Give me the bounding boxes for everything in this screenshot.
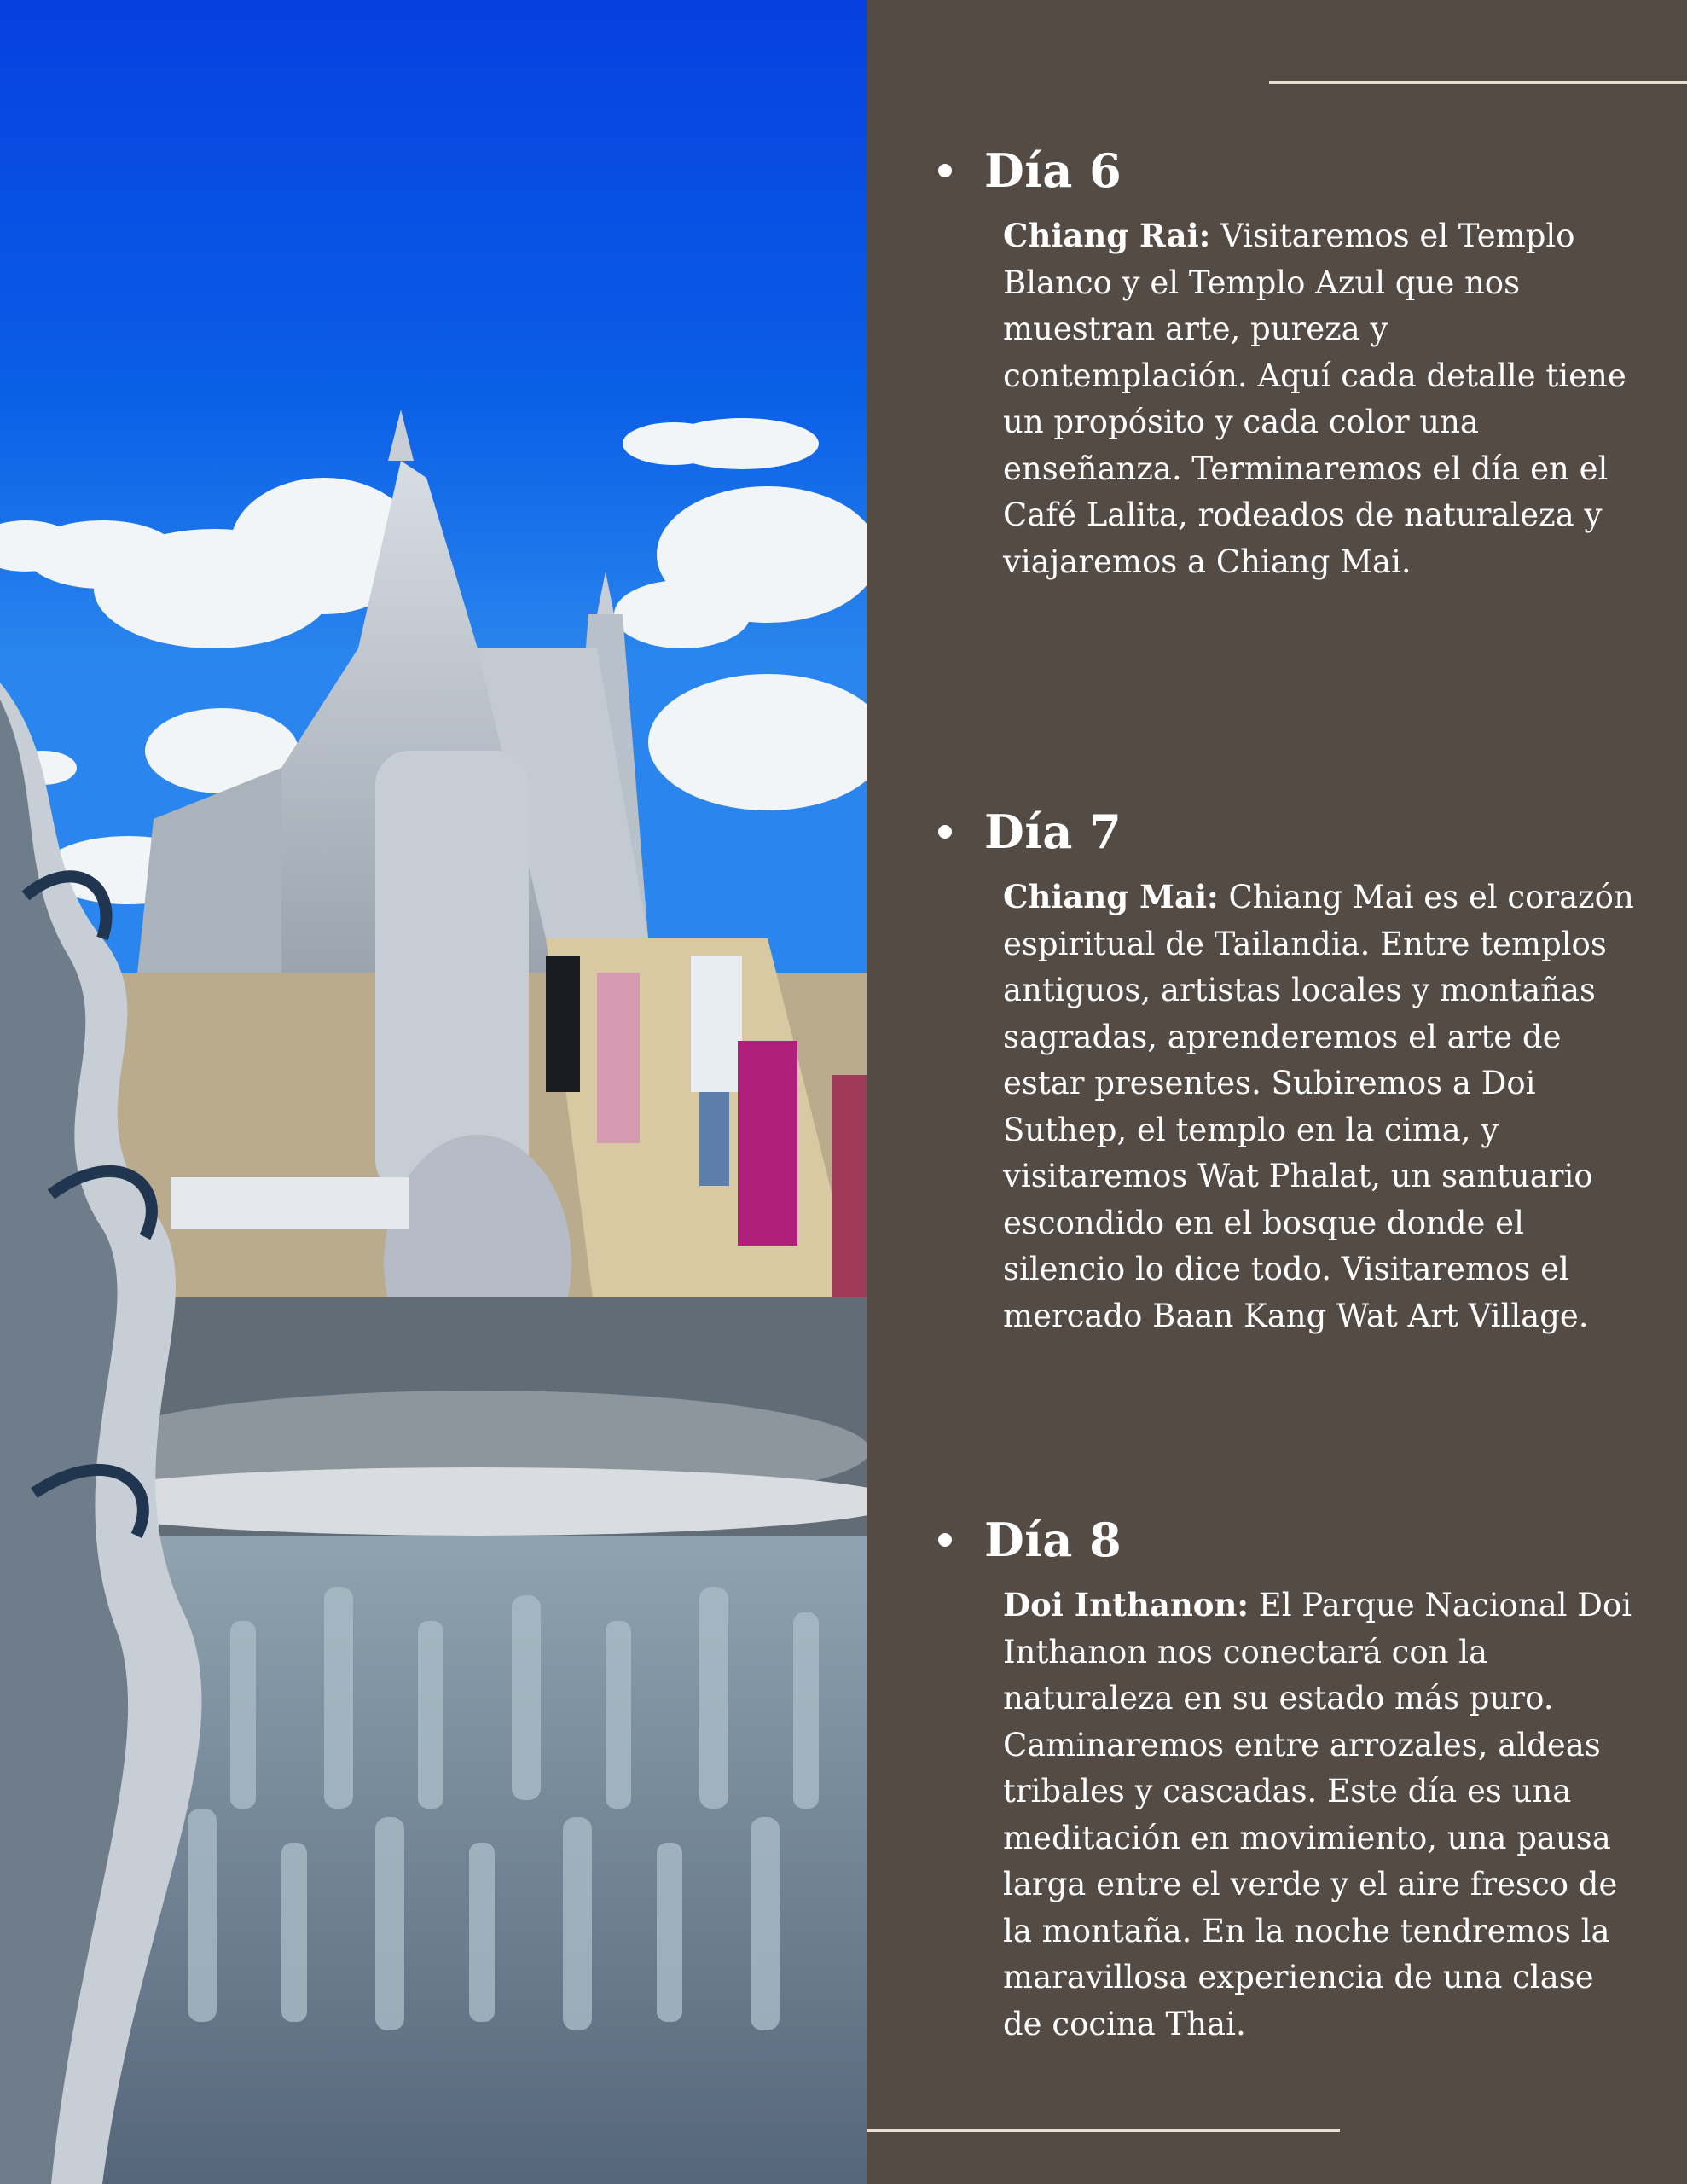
day-6-title: Día 6 (984, 143, 1122, 198)
day-7-place: Chiang Mai: (1003, 878, 1219, 915)
bullet-icon (938, 164, 952, 177)
day-8-description (1003, 1582, 1638, 2048)
day-7-heading (938, 802, 1638, 862)
day-8-title: Día 8 (984, 1513, 1122, 1567)
day-8-place: Doi Inthanon: (1003, 1586, 1249, 1623)
bottom-divider (867, 2129, 1340, 2132)
day-7-description (1003, 874, 1638, 1339)
day-6-text: Visitaremos el Templo Blanco y el Templo Azul que nos muestran arte, pureza y contemplación. Aquí cada detalle tiene un propósito y cada color una enseñanza. Terminaremos el día en el Café Lalita, rodeados de naturaleza y viajaremos a Chiang Mai. (1003, 218, 1626, 580)
bullet-icon (938, 1533, 952, 1547)
day-6-place: Chiang Rai: (1003, 217, 1211, 254)
day-8-text: El Parque Nacional Doi Inthanon nos conectará con la naturaleza en su estado más puro. Caminaremos entre arrozales, aldeas tribales y cascadas. Este día es una meditación en movimiento, una pausa larga entre el verde y el aire fresco de la montaña. En la noche tendremos la maravillosa experiencia de una clase de cocina Thai. (1003, 1587, 1632, 2042)
top-divider (1269, 81, 1687, 84)
day-6-heading (938, 141, 1638, 200)
day-7-text: Chiang Mai es el corazón espiritual de Tailandia. Entre templos antiguos, artistas locales y montañas sagradas, aprenderemos el arte de estar presentes. Subiremos a Doi Suthep, el templo en la cima, y visitaremos Wat Phalat, un santuario escondido en el bosque donde el silencio lo dice todo. Visitaremos el mercado Baan Kang Wat Art Village. (1003, 879, 1634, 1334)
bullet-icon (938, 825, 952, 839)
day-6-section (938, 141, 1638, 585)
day-6-description (1003, 212, 1638, 585)
day-8-section (938, 1510, 1638, 2048)
day-7-section (938, 802, 1638, 1339)
day-8-heading (938, 1510, 1638, 1570)
day-7-title: Día 7 (984, 804, 1122, 859)
